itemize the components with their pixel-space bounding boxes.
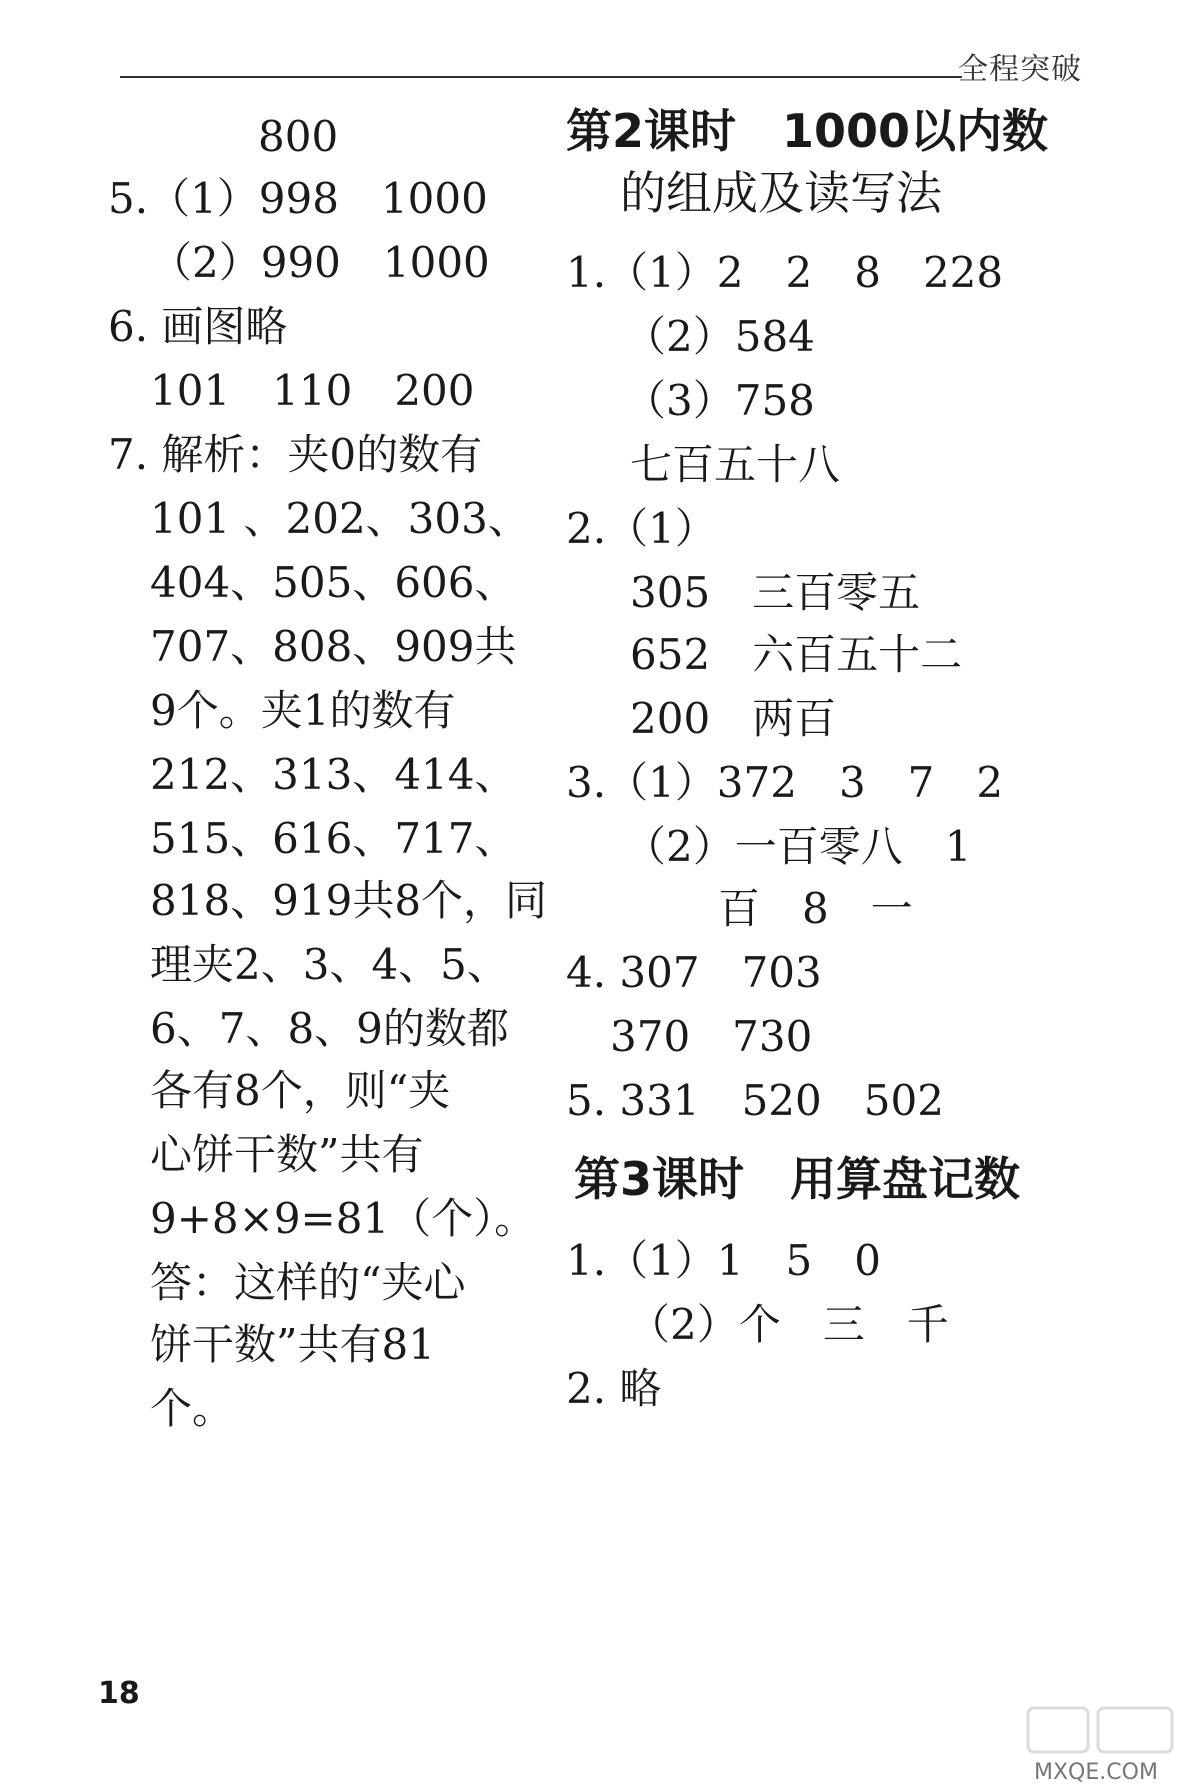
answer-line: 4. 307 703	[566, 948, 822, 997]
answer-line: 理夹2、3、4、5、	[150, 940, 509, 989]
answer-line: 818、919共8个，同	[150, 876, 548, 925]
answer-line: 101 、202、303、	[150, 494, 530, 543]
answer-line: 101 110 200	[150, 366, 475, 415]
answer-line: 9个。夹1的数有	[150, 686, 456, 735]
answer-line: （2）个 三 千	[628, 1300, 949, 1349]
answer-line: 各有8个，则“夹	[150, 1066, 451, 1115]
answer-line: 5. 331 520 502	[566, 1076, 944, 1125]
answer-line: （2）990 1000	[150, 238, 490, 287]
answer-line: 答：这样的“夹心	[150, 1258, 466, 1307]
answer-line: 7. 解析：夹0的数有	[108, 430, 483, 479]
header-brand: 全程突破	[958, 52, 1082, 87]
answer-line: 3.（1）372 3 7 2	[566, 758, 1004, 807]
answer-line: 心饼干数”共有	[150, 1130, 424, 1179]
answer-line: 1.（1）1 5 0	[566, 1236, 881, 1285]
answer-line: 饼干数”共有81	[150, 1320, 435, 1369]
answer-line: 212、313、414、	[150, 750, 517, 799]
answer-line: （2）584	[624, 312, 815, 361]
lesson-heading: 第3课时 用算盘记数	[574, 1152, 1021, 1206]
answer-line: 707、808、909共	[150, 622, 517, 671]
answer-line: 2.（1）	[566, 504, 717, 553]
answer-line: 6. 画图略	[108, 302, 288, 351]
answer-line: 9+8×9=81（个）。	[150, 1194, 537, 1243]
answer-line: 2. 略	[566, 1364, 662, 1413]
answer-line: 404、505、606、	[150, 558, 517, 607]
answer-line: 5.（1）998 1000	[108, 174, 488, 223]
answer-line: 6、7、8、9的数都	[150, 1004, 509, 1053]
answer-line: 百 8 一	[718, 884, 913, 933]
answer-line: 个。	[150, 1384, 235, 1433]
page-number: 18	[98, 1676, 140, 1711]
lesson-heading: 的组成及读写法	[620, 166, 942, 220]
answer-line: 652 六百五十二	[630, 630, 963, 679]
header-rule	[120, 76, 962, 78]
answer-line: 370 730	[610, 1012, 813, 1061]
answer-line: （3）758	[624, 376, 815, 425]
answer-line: 305 三百零五	[630, 568, 921, 617]
watermark-text: MXQE.COM	[1034, 1760, 1158, 1785]
answer-line: 七百五十八	[630, 440, 841, 489]
lesson-heading: 第2课时 1000以内数	[566, 104, 1049, 158]
answer-line: 800	[258, 112, 339, 161]
answer-line: 515、616、717、	[150, 814, 517, 863]
answer-line: 200 两百	[630, 694, 837, 743]
answer-line: （2）一百零八 1	[624, 822, 972, 871]
answer-line: 1.（1）2 2 8 228	[566, 248, 1004, 297]
